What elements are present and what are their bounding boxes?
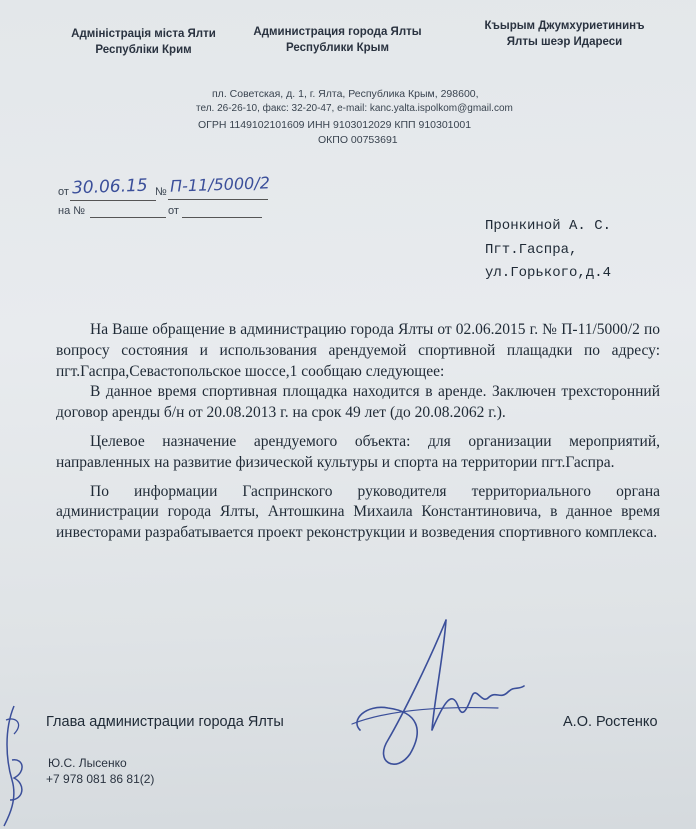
reply-number-blank: [90, 217, 166, 218]
reg-number-underline: [168, 199, 268, 200]
body-paragraph-2: В данное время спортивная площадка находится в аренде. Заключен трехсторонний договор аренды б/н от 20.08.2013 г. на срок 49 лет (до 20.08.2062 г.).: [56, 383, 660, 422]
reg-number-label: №: [155, 186, 167, 198]
margin-handwritten-mark: [0, 700, 40, 829]
org-name-ru-line2: Республики Крым: [286, 42, 389, 54]
signatory-title: Глава администрации города Ялты: [46, 714, 284, 730]
body-paragraph-3: Целевое назначение арендуемого объекта: для организации мероприятий, направленных на развитие физической культуры и спорта на территории пгт.Гаспра.: [56, 432, 660, 471]
recipient-name: Пронкиной А. С.: [485, 218, 612, 234]
org-address: пл. Советская, д. 1, г. Ялта, Республика Крым, 298600,: [212, 88, 479, 100]
org-okpo: ОКПО 00753691: [318, 134, 398, 146]
recipient-settlement: Пгт.Гаспра,: [485, 242, 578, 258]
org-name-russian: [240, 24, 435, 56]
org-name-ukrainian: [56, 26, 231, 58]
signatory-name: А.О. Ростенко: [563, 714, 658, 730]
reg-date-underline: [70, 200, 156, 201]
recipient-street: ул.Горького,д.4: [485, 265, 612, 281]
executor-name: Ю.С. Лысенко: [48, 756, 127, 770]
executor-phone: +7 978 081 86 81(2): [46, 772, 155, 786]
reply-number-label: на №: [58, 205, 86, 217]
org-registration-ids: ОГРН 1149102101609 ИНН 9103012029 КПП 910301001: [198, 119, 472, 131]
reply-from-label: от: [168, 205, 179, 217]
reg-date-handwritten: 30.06.15: [71, 175, 149, 199]
org-phones: тел. 26-26-10, факс: 32-20-47, e-mail: kanc.yalta.ispolkom@gmail.com: [196, 103, 513, 114]
org-name-crh-line2: Ялты шеэр Идареси: [506, 36, 623, 48]
reply-date-blank: [182, 217, 262, 218]
org-name-ua-line2: Республіки Крим: [95, 44, 192, 56]
body-paragraph-1: На Ваше обращение в администрацию города Ялты от 02.06.2015 г. № П-11/5000/2 по вопросу состояния и использования арендуемой спортивной плащадки по адресу: пгт.Гаспра,Севастопольское шоссе,1 сообщаю следующее:: [56, 321, 660, 380]
head-signature-image: [348, 612, 548, 802]
org-name-ua-line1: Адміністрація міста Ялти: [71, 28, 216, 40]
org-name-crh-line1: Къырым Джумхуриетининъ: [484, 20, 645, 32]
reg-number-handwritten: П-11/5000/2: [169, 173, 271, 196]
body-paragraph-4: По информации Гаспринского руководителя территориального органа администрации города Ялты, Антошкина Михаила Константиновича, в данное время инвесторами разрабатывается проект реконструкции и возведения спортивного комплекса.: [56, 482, 660, 542]
org-name-crimean-tatar: [462, 18, 667, 50]
org-name-ru-line1: Администрация города Ялты: [253, 26, 422, 38]
reg-from-label: от: [58, 186, 69, 198]
letter-body: [56, 320, 660, 544]
